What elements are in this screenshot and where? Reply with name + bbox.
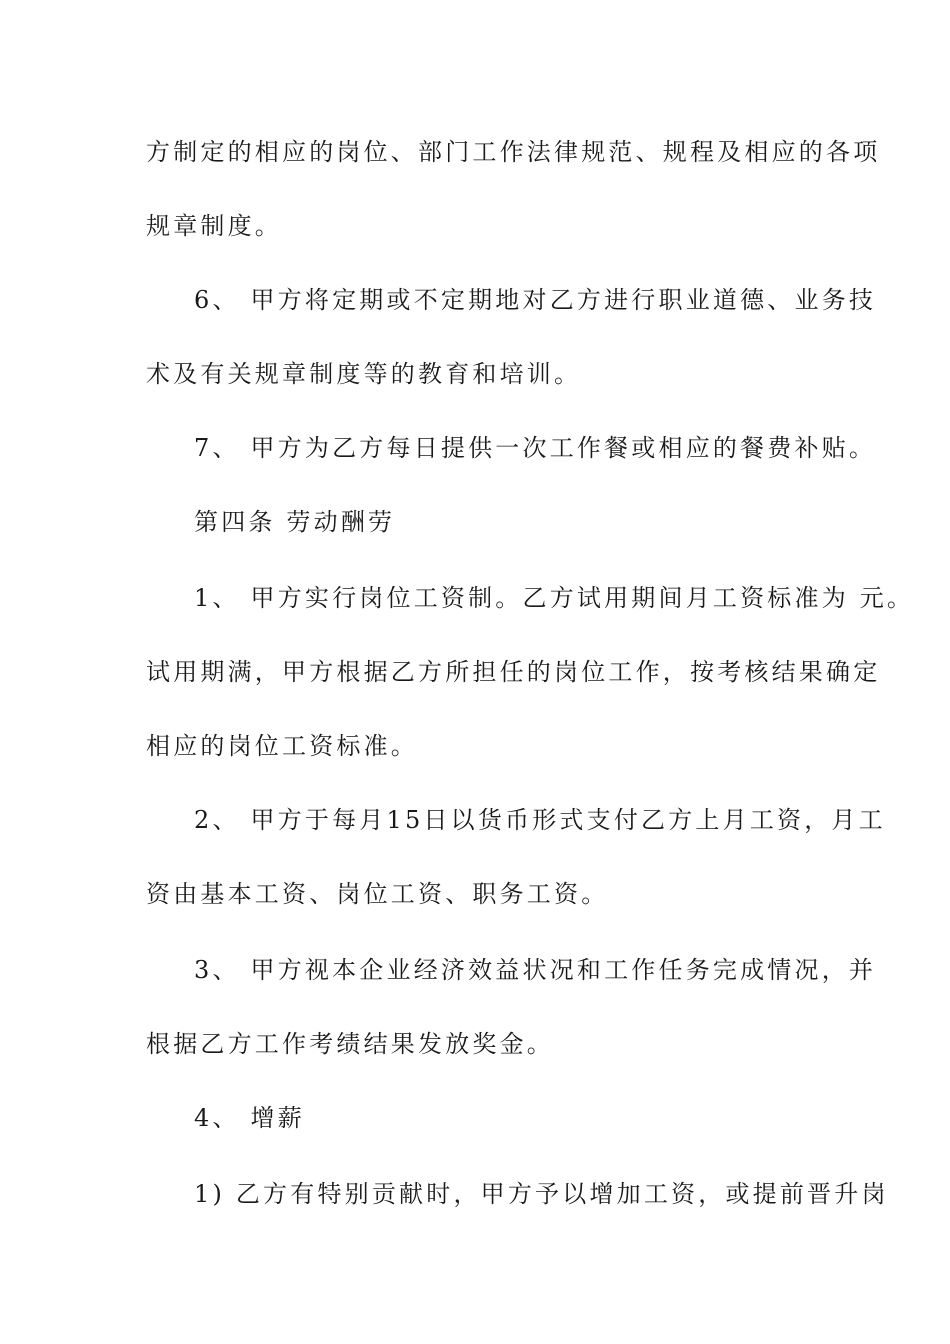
subclause-1-line: 1) 乙方有特别贡献时，甲方予以增加工资，或提前晋升岗	[194, 1180, 889, 1208]
paragraph-line: 规章制度。	[146, 212, 282, 240]
paragraph-line: 根据乙方工作考绩结果发放奖金。	[146, 1030, 554, 1058]
clause-3-line: 3、 甲方视本企业经济效益状况和工作任务完成情况，并	[194, 956, 877, 984]
article-4-heading: 第四条 劳动酬劳	[194, 508, 396, 536]
clause-1-line: 1、 甲方实行岗位工资制。乙方试用期间月工资标准为 元。	[194, 584, 915, 612]
clause-7-line: 7、 甲方为乙方每日提供一次工作餐或相应的餐费补贴。	[194, 434, 877, 462]
clause-2-line: 2、 甲方于每月15日以货币形式支付乙方上月工资，月工	[194, 806, 886, 834]
paragraph-line: 方制定的相应的岗位、部门工作法律规范、规程及相应的各项	[146, 138, 881, 166]
paragraph-line: 试用期满，甲方根据乙方所担任的岗位工作，按考核结果确定	[146, 658, 881, 686]
paragraph-line: 资由基本工资、岗位工资、职务工资。	[146, 880, 609, 908]
clause-4-heading: 4、 增薪	[194, 1104, 305, 1132]
paragraph-line: 相应的岗位工资标准。	[146, 732, 418, 760]
clause-6-line: 6、 甲方将定期或不定期地对乙方进行职业道德、业务技	[194, 286, 877, 314]
paragraph-line: 术及有关规章制度等的教育和培训。	[146, 360, 582, 388]
